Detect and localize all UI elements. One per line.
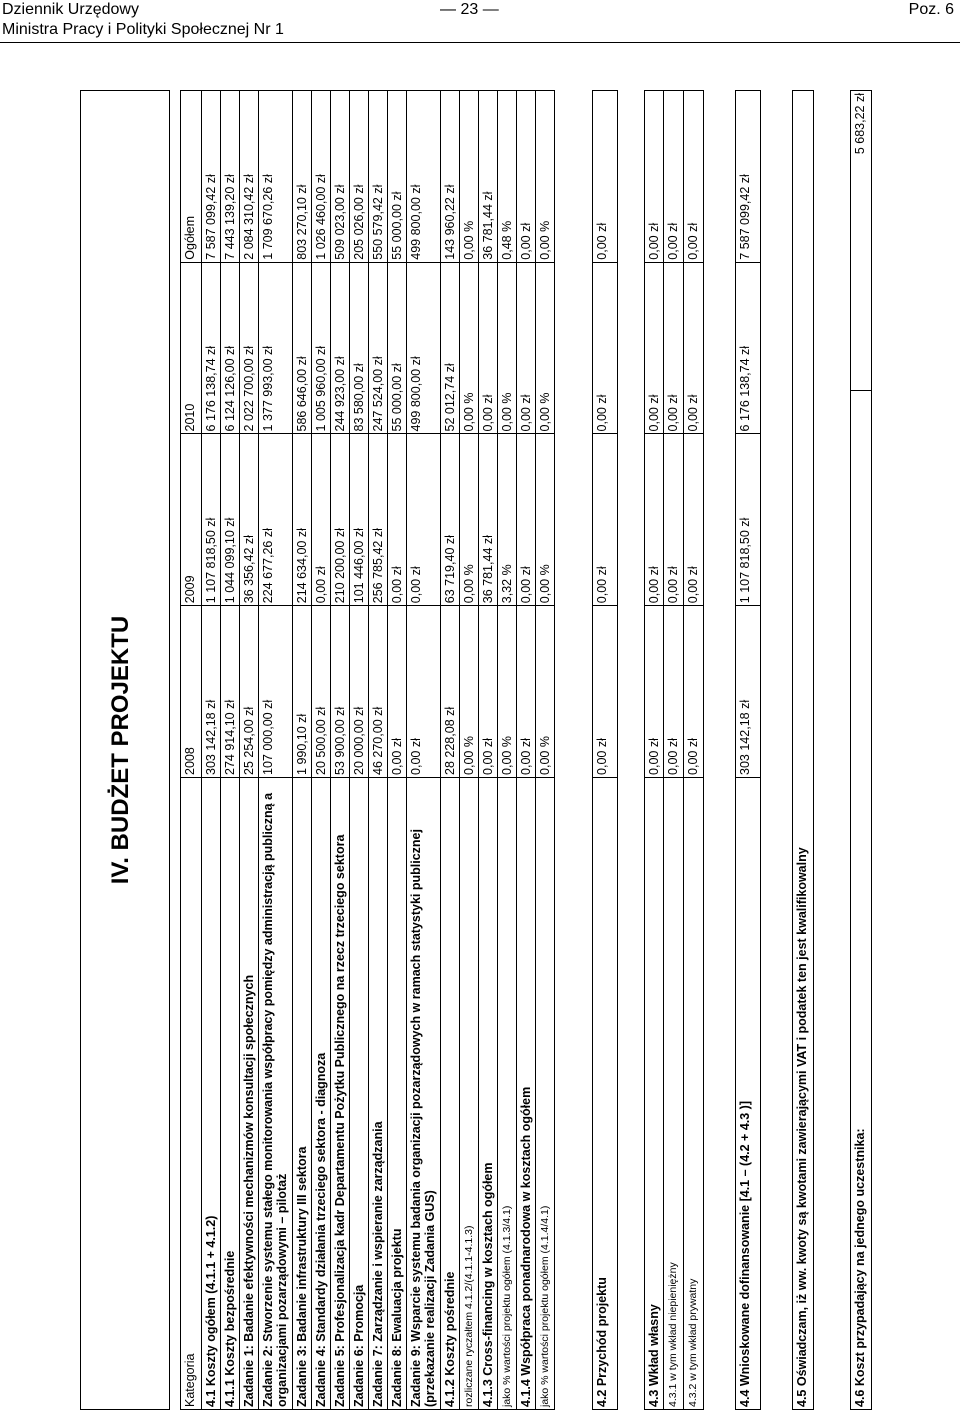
table-cell: 0,00 zł [388,606,406,778]
table-row [664,90,684,1410]
table-cell: 0,00 % [460,263,478,435]
table-cell: 0,00 zł [593,263,617,435]
table-row [259,90,293,1410]
table-cell: 0,00 % [536,606,554,778]
table-cell: 55 000,00 zł [388,263,406,435]
table-cell: 36 781,44 zł [479,434,497,606]
row-label: 4.1.1 Koszty bezpośrednie [223,1250,237,1407]
table-cell: 0,00 zł [645,606,663,778]
table-row [369,90,388,1410]
table-row [441,90,460,1410]
table-cell: 20 500,00 zł [312,606,330,778]
table-cell: 0,00 zł [684,91,703,263]
table-cell: 0,00 zł [517,263,535,435]
table-cell: 0,00 zł [312,434,330,606]
section-title: IV. BUDŻET PROJEKTU [107,615,134,885]
table-cell: 52 012,74 zł [441,263,459,435]
table-cell: 586 646,00 zł [293,263,311,435]
table-cell: 0,00 zł [593,434,617,606]
header-rule [0,42,960,43]
row-label: rozliczane ryczałtem 4.1.2/(4.1.1-4.1.3) [463,1225,475,1407]
table-cell: 1 026 460,00 zł [312,91,330,263]
row-label: 4.3.1 w tym wkład niepieniężny [667,1262,679,1407]
row-label: Zadanie 1: Badanie efektywności mechanizmów konsultacji społecznych [242,974,256,1407]
table-row [293,90,312,1410]
table-cell: 509 023,00 zł [331,91,349,263]
table-row [684,90,704,1410]
row-label: 4.1.3 Cross-financing w kosztach ogółem [481,1162,495,1407]
table-cell: 101 446,00 zł [350,434,368,606]
section-title-box [80,90,170,1410]
funding-table [735,90,761,1410]
table-cell: 7 443 139,20 zł [221,91,239,263]
table-cell: 0,00 zł [664,434,683,606]
table-cell: 499 800,00 zł [407,263,440,435]
table-cell: 244 923,00 zł [331,263,349,435]
table-cell: 0,00 zł [684,606,703,778]
row-label: jako % wartości projektu ogółem (4.1.4/4.1) [539,1205,551,1407]
table-cell: 7 587 099,42 zł [202,91,220,263]
row-label: Zadanie 2: Stworzenie systemu stałego monitorowania współpracy pomiędzy administracją publiczną a organizacjami pozarządowymi – pilotaż [261,792,289,1407]
table-cell: 1 709 670,26 zł [259,91,292,263]
ministry-name: Ministra Pracy i Polityki Społecznej Nr 1 [2,21,284,38]
budget-table [180,90,555,1410]
table-cell: 0,00 % [536,263,554,435]
budget-rows [202,90,555,1410]
table-cell: 550 579,42 zł [369,91,387,263]
table-cell: 1 377 993,00 zł [259,263,292,435]
column-header: 2008 [181,606,201,778]
table-row [517,90,536,1410]
column-header: 2009 [181,434,201,606]
table-cell: 0,00 zł [517,91,535,263]
column-header: Ogółem [181,91,201,263]
table-cell: 2 022 700,00 zł [240,263,258,435]
table-cell: 107 000,00 zł [259,606,292,778]
table-cell: 1 107 818,50 zł [202,434,220,606]
table-row [460,90,479,1410]
table-cell: 0,00 zł [684,434,703,606]
row-label: 4.3.2 w tym wkład prywatny [687,1278,699,1407]
table-cell: 20 000,00 zł [350,606,368,778]
table-cell: 46 270,00 zł [369,606,387,778]
column-header: 2010 [181,263,201,435]
table-cell: 36 356,42 zł [240,434,258,606]
table-cell: 0,00 % [498,263,516,435]
table-cell: 0,00 zł [479,263,497,435]
vat-statement [792,90,814,1410]
cost-per-participant-value: 5 683,22 zł [851,91,871,391]
table-cell: 0,00 zł [517,434,535,606]
table-row [350,90,369,1410]
budget-section-rotated [80,90,960,1410]
row-label: Zadanie 4: Standardy działania trzeciego sektora - diagnoza [314,1052,328,1407]
table-cell: 0,00 % [536,434,554,606]
table-cell: 0,00 zł [479,606,497,778]
table-cell: 0,00 zł [645,434,663,606]
table-cell: 0,00 % [460,91,478,263]
table-cell: 499 800,00 zł [407,91,440,263]
table-cell: 53 900,00 zł [331,606,349,778]
table-cell: 0,00 zł [645,91,663,263]
table-cell: 7 587 099,42 zł [736,91,760,263]
row-label: Zadanie 9: Wsparcie systemu badania organizacji pozarządowych w ramach statystyki publicznej (przekazanie realizacji Zadania GUS) [409,829,437,1407]
table-cell: 3,32 % [498,434,516,606]
income-table [592,90,618,1410]
table-row [240,90,259,1410]
table-row [202,90,221,1410]
column-header: Kategoria [183,1353,197,1407]
table-cell: 0,00 zł [517,606,535,778]
row-label: 4.1.2 Koszty pośrednie [443,1271,457,1407]
table-cell: 0,00 zł [664,91,683,263]
table-row [331,90,350,1410]
table-cell: 256 785,42 zł [369,434,387,606]
table-row [479,90,498,1410]
table-row [592,90,618,1410]
journal-name: Dziennik Urzędowy [2,1,139,18]
table-cell: 1 005 960,00 zł [312,263,330,435]
table-cell: 63 719,40 zł [441,434,459,606]
table-cell: 25 254,00 zł [240,606,258,778]
table-row [735,90,761,1410]
cost-per-participant [850,90,872,1410]
table-cell: 303 142,18 zł [202,606,220,778]
position-number: Poz. 6 [908,1,954,18]
table-cell: 224 677,26 zł [259,434,292,606]
table-cell: 83 580,00 zł [350,263,368,435]
table-header-row [180,90,202,1410]
table-cell: 6 176 138,74 zł [736,263,760,435]
table-cell: 0,00 % [460,434,478,606]
table-row [644,90,664,1410]
table-cell: 28 228,08 zł [441,606,459,778]
row-label: 4.1.4 Współpraca ponadnarodowa w kosztach ogółem [519,1086,533,1407]
table-cell: 247 524,00 zł [369,263,387,435]
table-cell: 0,00 zł [407,606,440,778]
table-cell: 1 107 818,50 zł [736,434,760,606]
table-cell: 0,00 zł [684,263,703,435]
row-label: 4.4 Wnioskowane dofinansowanie [4.1 – (4.2 + 4.3 )] [738,1101,752,1407]
row-label: Zadanie 6: Promocja [352,1284,366,1407]
table-row [498,90,517,1410]
table-cell: 303 142,18 zł [736,606,760,778]
own-contribution-table [644,90,704,1410]
vat-statement-text: 4.5 Oświadczam, iż ww. kwoty są kwotami zawierającymi VAT i podatek ten jest kwalifikowalny [795,847,809,1407]
table-cell: 0,00 zł [388,434,406,606]
row-label: jako % wartości projektu ogółem (4.1.3/4.1) [501,1205,513,1407]
table-cell: 0,00 zł [407,434,440,606]
table-cell: 1 044 099,10 zł [221,434,239,606]
page-number: — 23 — [440,1,499,18]
row-label: Zadanie 8: Ewaluacja projektu [390,1228,404,1407]
table-row [536,90,555,1410]
table-cell: 55 000,00 zł [388,91,406,263]
table-cell: 1 990,10 zł [293,606,311,778]
table-row [407,90,441,1410]
row-label: 4.2 Przychód projektu [595,1277,609,1407]
cost-per-participant-label: 4.6 Koszt przypadający na jednego uczestnika: [853,1128,867,1407]
row-label: Zadanie 3: Badanie infrastruktury III sektora [295,1146,309,1407]
table-row [221,90,240,1410]
table-cell: 205 026,00 zł [350,91,368,263]
table-cell: 210 200,00 zł [331,434,349,606]
table-cell: 36 781,44 zł [479,91,497,263]
table-cell: 214 634,00 zł [293,434,311,606]
table-cell: 0,00 % [536,91,554,263]
table-cell: 6 124 126,00 zł [221,263,239,435]
table-cell: 0,00 % [460,606,478,778]
table-cell: 6 176 138,74 zł [202,263,220,435]
table-cell: 803 270,10 zł [293,91,311,263]
table-cell: 0,00 zł [664,263,683,435]
row-label: 4.1 Koszty ogółem (4.1.1 + 4.1.2) [204,1215,218,1407]
row-label: Zadanie 5: Profesjonalizacja kadr Departamentu Pożytku Publicznego na rzecz trzeciego sektora [333,834,347,1407]
table-cell: 0,00 zł [645,263,663,435]
table-cell: 0,48 % [498,91,516,263]
table-cell: 0,00 % [498,606,516,778]
table-row [388,90,407,1410]
table-cell: 0,00 zł [593,91,617,263]
table-cell: 274 914,10 zł [221,606,239,778]
table-cell: 0,00 zł [593,606,617,778]
row-label: Zadanie 7: Zarządzanie i wspieranie zarządzania [371,1121,385,1407]
table-cell: 2 084 310,42 zł [240,91,258,263]
table-cell: 143 960,22 zł [441,91,459,263]
table-row [312,90,331,1410]
row-label: 4.3 Wkład własny [647,1304,661,1407]
table-cell: 0,00 zł [664,606,683,778]
